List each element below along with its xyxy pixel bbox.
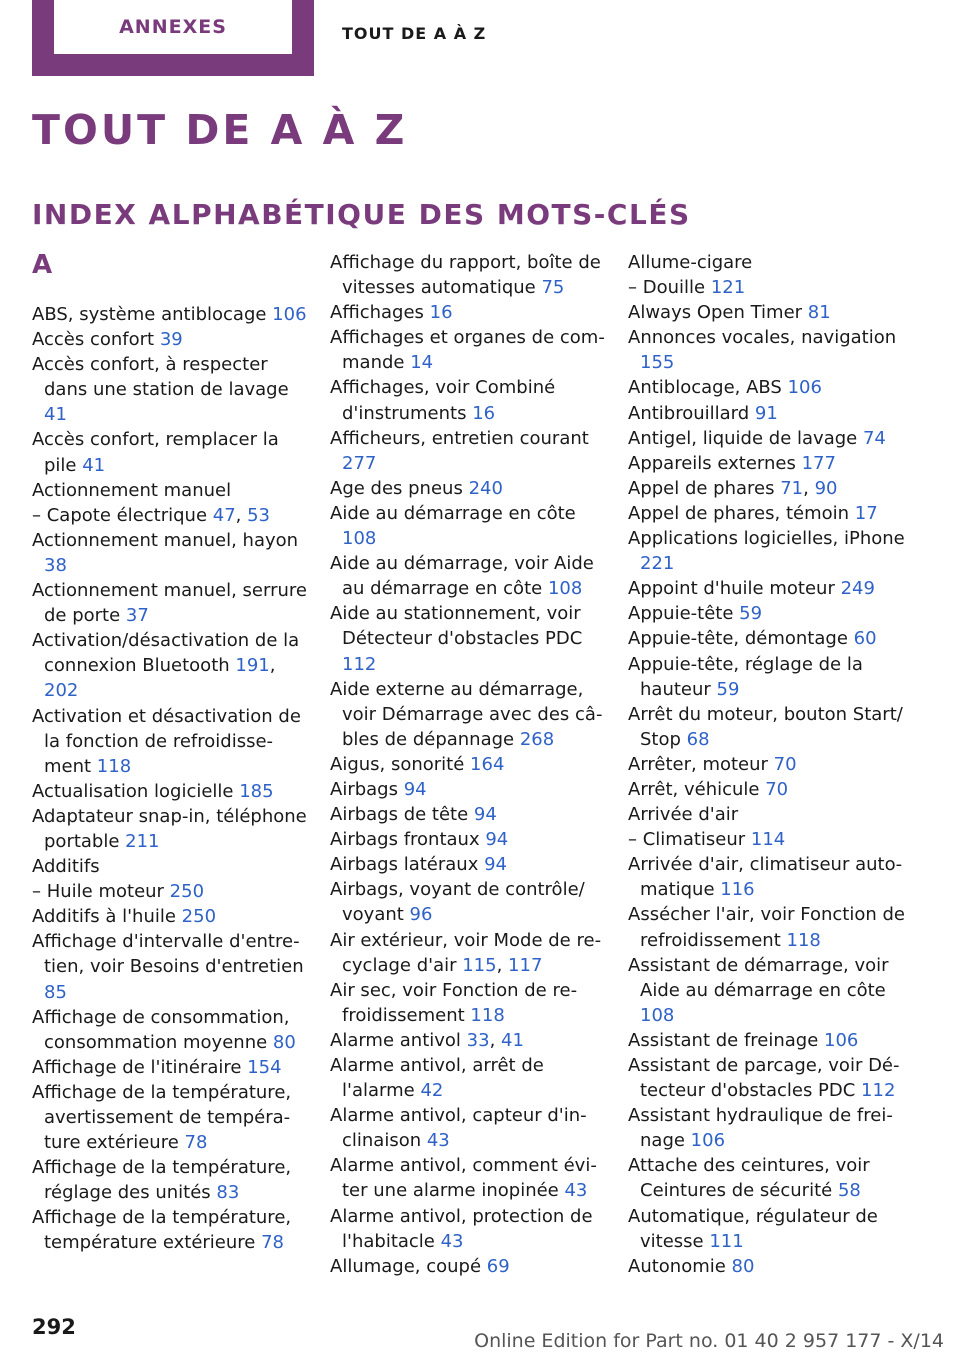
page-link[interactable]: 71 — [780, 477, 804, 499]
page-link[interactable]: 106 — [690, 1130, 726, 1152]
index-entry — [32, 1005, 307, 1055]
index-entry-text: Always Open Timer — [628, 302, 808, 324]
index-entry — [330, 426, 605, 476]
index-entry-text: Airbags, voyant de contrôle/ voyant — [330, 879, 585, 926]
section-tab — [32, 0, 314, 76]
index-entry-text: Age des pneus — [330, 477, 469, 499]
page-link[interactable]: 250 — [169, 881, 205, 903]
page-link[interactable]: 70 — [765, 778, 789, 800]
page-link[interactable]: 83 — [216, 1182, 240, 1204]
index-entry-text: Airbags frontaux — [330, 829, 486, 851]
index-entry-text: – Climatiseur — [628, 829, 751, 851]
index-entry-text: Appel de phares — [628, 477, 781, 499]
page-number: 292 — [32, 1315, 76, 1339]
index-letter: A — [32, 250, 53, 280]
page-link[interactable]: 78 — [184, 1132, 208, 1154]
footer-edition: Online Edition for Part no. 01 40 2 957 177 - X/14 — [474, 1330, 944, 1352]
page-link[interactable]: 70 — [773, 753, 797, 775]
page-link[interactable]: 59 — [716, 678, 740, 700]
index-entry-text: Affichage de la température, température extérieure — [32, 1207, 292, 1254]
index-entry-text: Assistant de freinage — [628, 1029, 825, 1051]
page-link[interactable]: 155 — [640, 352, 675, 374]
index-entry — [330, 1254, 605, 1279]
page-link[interactable]: 43 — [440, 1230, 464, 1252]
page-link[interactable]: 106 — [787, 377, 822, 399]
index-entry-text: Adaptateur snap-in, téléphone portable — [32, 805, 307, 852]
index-entry — [628, 1103, 913, 1153]
section-tab-label: ANNEXES — [54, 0, 292, 54]
index-entry — [330, 877, 605, 927]
page-link[interactable]: 112 — [861, 1080, 896, 1102]
index-entry — [32, 1055, 307, 1080]
index-entry-text: Alarme antivol, protection de l'habitacle — [330, 1205, 593, 1252]
index-entry-text: Aide au démarrage, voir Aide au démarrage en côte — [330, 553, 594, 600]
index-entry-text: Airbags de tête — [330, 804, 474, 826]
index-entry — [32, 478, 307, 503]
index-entry-text: Alarme antivol, arrêt de l'alarme — [330, 1055, 544, 1102]
page-link[interactable]: 60 — [853, 628, 877, 650]
index-entry — [628, 526, 913, 576]
page-link[interactable]: 164 — [470, 753, 505, 775]
page-link[interactable]: 39 — [159, 329, 183, 351]
page-link[interactable]: 43 — [426, 1130, 450, 1152]
page-link[interactable]: 16 — [429, 302, 453, 324]
page-link[interactable]: 74 — [862, 427, 886, 449]
page-link[interactable]: 118 — [786, 929, 821, 951]
index-column-1 — [32, 250, 307, 1256]
index-entry-text: Appuie-tête, démontage — [628, 628, 854, 650]
index-entry — [628, 300, 913, 325]
index-entry — [32, 804, 307, 854]
index-entry-text: Activation/désactivation de la connexion Bluetooth — [32, 630, 300, 677]
index-entry-text: Aigus, sonorité — [330, 753, 471, 775]
index-entry-text: – Huile moteur — [32, 881, 170, 903]
index-entry-text: Affichage de consommation, consommation moyenne — [32, 1006, 290, 1053]
index-entry-text: Annonces vocales, navigation — [628, 327, 897, 349]
page-link[interactable]: 221 — [640, 553, 675, 575]
index-entry: Air extérieur, voir Mode de recyclage d'air 115, 117 — [330, 929, 602, 976]
index-entry — [32, 1155, 307, 1205]
index-entry — [330, 802, 605, 827]
index-entry — [330, 250, 605, 300]
index-entry — [330, 601, 605, 676]
index-entry-text: Additifs à l'huile — [32, 906, 182, 928]
page-link[interactable]: 94 — [473, 804, 497, 826]
index-title: INDEX ALPHABÉTIQUE DES MOTS-CLÉS — [32, 198, 691, 231]
index-entry — [32, 302, 307, 327]
index-entry-text: Actionnement manuel — [32, 479, 232, 501]
index-entry-text: Affichages — [330, 302, 430, 324]
index-entry — [628, 902, 913, 952]
index-entry — [330, 476, 605, 501]
page-link[interactable]: 111 — [709, 1230, 744, 1252]
index-entry: Activation/désactivation de la connexion Bluetooth 191, 202 — [32, 630, 300, 702]
index-entry-text: Actionnement manuel, serrure de porte — [32, 580, 307, 627]
index-entry-text: Appoint d'huile moteur — [628, 578, 841, 600]
index-entry — [32, 1080, 307, 1155]
page-link[interactable]: 118 — [96, 755, 132, 777]
index-entry — [628, 1204, 913, 1254]
index-subentry: – Capote électrique 47, 53 — [32, 504, 271, 526]
index-entry — [330, 375, 605, 425]
index-entry-text: Assécher l'air, voir Fonction de refroidissement — [628, 904, 905, 951]
index-entry — [330, 325, 605, 375]
page-link[interactable]: 41 — [501, 1029, 524, 1051]
index-entry — [628, 702, 913, 752]
index-entry — [628, 451, 913, 476]
index-entry-text: Accès confort, à respecter dans une station de lavage — [32, 354, 289, 401]
index-entry-text: Assistant de parcage, voir Détecteur d'obstacles PDC — [628, 1055, 900, 1102]
index-entry-text: Aide au stationnement, voir Détecteur d'obstacles PDC — [330, 603, 583, 650]
index-entry — [628, 626, 913, 651]
page-link[interactable]: 112 — [342, 653, 377, 675]
index-entry: Appel de phares 71, 90 — [628, 477, 838, 499]
index-entry-text: Applications logicielles, iPhone — [628, 528, 905, 550]
index-entry-text: Arrêt du moteur, bouton Start/ Stop — [628, 703, 903, 750]
index-entry — [330, 677, 605, 752]
page-link[interactable]: 17 — [854, 502, 878, 524]
page-link[interactable]: 115 — [462, 954, 497, 976]
index-entry-text: – Douille — [628, 277, 711, 299]
page-link[interactable]: 177 — [801, 452, 836, 474]
index-entry — [32, 779, 307, 804]
index-entry — [32, 327, 307, 352]
index-entry — [330, 501, 605, 551]
page-link[interactable]: 96 — [409, 904, 433, 926]
index-entry-text: Accès confort — [32, 329, 160, 351]
page-link[interactable]: 78 — [261, 1232, 284, 1254]
page-link[interactable]: 240 — [468, 477, 503, 499]
page-link[interactable]: 41 — [82, 454, 106, 476]
page-link[interactable]: 90 — [814, 477, 838, 499]
index-entry — [32, 528, 307, 578]
page-link[interactable]: 43 — [564, 1180, 588, 1202]
page-link[interactable]: 14 — [410, 352, 434, 374]
index-entry — [330, 752, 605, 777]
page-link[interactable]: 106 — [272, 304, 307, 325]
index-entry — [628, 802, 913, 827]
index-entry — [628, 426, 913, 451]
index-entry-text: Assistant hydraulique de freinage — [628, 1105, 893, 1152]
page-link[interactable]: 94 — [403, 778, 427, 800]
index-entry-text: Antigel, liquide de lavage — [628, 427, 863, 449]
index-entry-text: Allume-cigare — [628, 252, 753, 273]
page-link[interactable]: 91 — [754, 402, 778, 424]
page-link[interactable]: 81 — [807, 302, 831, 324]
page-link[interactable]: 117 — [508, 954, 543, 976]
index-entry-text: Aide externe au démarrage, voir Démarrage avec des câbles de dépannage — [330, 678, 603, 750]
index-entry — [628, 576, 913, 601]
index-entry-text: Afficheurs, entretien courant — [330, 427, 589, 449]
index-entry-text: Antiblocage, ABS — [628, 377, 788, 399]
page-link[interactable]: 59 — [739, 603, 763, 625]
index-entry-text: ABS, système antiblocage — [32, 304, 273, 325]
index-entry — [32, 427, 307, 477]
page-link[interactable]: 94 — [484, 854, 507, 876]
index-entry — [330, 827, 605, 852]
index-entry-text: Additifs — [32, 856, 100, 878]
page-link[interactable]: 118 — [470, 1004, 505, 1026]
page-link[interactable]: 38 — [44, 554, 67, 576]
index-entry — [32, 904, 307, 929]
index-entry-text: Appuie-tête, réglage de la hauteur — [628, 653, 863, 700]
index-entry — [32, 352, 307, 427]
index-entry-text: Assistant de démarrage, voir Aide au démarrage en côte — [628, 954, 889, 1001]
index-entry — [628, 501, 913, 526]
index-entry-text: Appuie-tête — [628, 603, 740, 625]
index-entry — [628, 601, 913, 626]
index-entry-text: Affichage d'intervalle d'entretien, voir Besoins d'entretien — [32, 931, 304, 978]
page-link[interactable]: 114 — [750, 829, 786, 851]
page-link[interactable]: 211 — [125, 830, 160, 852]
index-column-3 — [628, 250, 913, 1279]
index-entry-text: Affichages, voir Combiné d'instruments — [330, 377, 556, 424]
index-entry-text: Alarme antivol, comment éviter une alarme inopinée — [330, 1155, 597, 1202]
index-entry-text: Affichage de la température, avertissement de température extérieure — [32, 1081, 292, 1154]
page-title: TOUT DE A À Z — [32, 106, 408, 154]
index-entry — [628, 752, 913, 777]
page-link[interactable]: 185 — [239, 780, 274, 802]
index-entry-text: Affichage de la température, réglage des unités — [32, 1157, 292, 1204]
page-link[interactable]: 80 — [731, 1255, 755, 1277]
index-entry-text: Allumage, coupé — [330, 1255, 487, 1277]
index-entry — [628, 652, 913, 702]
index-entry-text: Affichage de l'itinéraire — [32, 1056, 248, 1078]
index-entry-text: Appel de phares, témoin — [628, 502, 855, 524]
index-entry-text: Arrêt, véhicule — [628, 778, 766, 800]
index-entry-text: Arrêter, moteur — [628, 753, 774, 775]
page-link[interactable]: 94 — [485, 829, 509, 851]
index-entry-text: Airbags latéraux — [330, 854, 485, 876]
page-link[interactable]: 106 — [824, 1029, 859, 1051]
page-link[interactable]: 108 — [640, 1004, 675, 1026]
index-entry — [330, 300, 605, 325]
index-entry-text: Affichages et organes de commande — [330, 327, 605, 374]
index-entry-text: Actualisation logicielle — [32, 780, 240, 802]
index-entry: Alarme antivol 33, 41 — [330, 1029, 524, 1051]
index-entry — [628, 1254, 913, 1279]
index-entry-text: Accès confort, remplacer la pile — [32, 429, 279, 476]
page-link[interactable]: 191 — [235, 655, 270, 677]
page-link[interactable]: 249 — [840, 578, 875, 600]
index-entry — [32, 578, 307, 628]
index-entry — [628, 777, 913, 802]
index-entry-text: Automatique, régulateur de vitesse — [628, 1205, 878, 1252]
page-link[interactable]: 37 — [125, 605, 149, 627]
index-entry — [330, 978, 605, 1028]
index-entry — [330, 777, 605, 802]
index-entry — [628, 250, 913, 275]
index-entry-text: Antibrouillard — [628, 402, 755, 424]
index-entry — [628, 375, 913, 400]
index-entry — [628, 1153, 913, 1203]
index-entry-text: Arrivée d'air — [628, 804, 739, 826]
page-link[interactable]: 268 — [519, 728, 555, 750]
index-entry — [330, 852, 605, 877]
index-entry — [330, 1103, 605, 1153]
index-entry — [330, 1204, 605, 1254]
index-entry-text: Alarme antivol — [330, 1029, 467, 1051]
index-entry-text: Aide au démarrage en côte — [330, 502, 576, 524]
page-link[interactable]: 69 — [486, 1255, 510, 1277]
page-link[interactable]: 47 — [212, 504, 236, 526]
page-link[interactable]: 58 — [837, 1180, 861, 1202]
index-entry — [32, 854, 307, 879]
page-link[interactable]: 68 — [686, 728, 710, 750]
page-link[interactable]: 33 — [466, 1029, 490, 1051]
index-entry-text: – Capote électrique — [32, 504, 213, 526]
page-link[interactable]: 75 — [541, 277, 565, 299]
chapter-tab-label: TOUT DE A À Z — [342, 24, 487, 43]
page-link[interactable]: 108 — [342, 528, 377, 550]
index-entry — [32, 929, 307, 1004]
page-link[interactable]: 250 — [181, 906, 217, 928]
index-entry-text: Air sec, voir Fonction de refroidissement — [330, 979, 578, 1026]
index-subentry — [628, 275, 913, 300]
index-entry-text: Arrivée d'air, climatiseur automatique — [628, 854, 903, 901]
page-link[interactable]: 121 — [710, 277, 746, 299]
index-entry — [330, 551, 605, 601]
index-entry-text: Appareils externes — [628, 452, 802, 474]
page-link[interactable]: 108 — [547, 578, 583, 600]
page-link[interactable]: 53 — [247, 504, 271, 526]
index-entry — [330, 1153, 605, 1203]
index-entry — [628, 1053, 913, 1103]
index-entry-text: Airbags — [330, 778, 404, 800]
index-entry — [330, 1053, 605, 1103]
page-link[interactable]: 85 — [44, 981, 67, 1003]
index-entry-text: Air extérieur, voir Mode de recyclage d'air — [330, 929, 602, 976]
index-entry-text: Autonomie — [628, 1255, 732, 1277]
index-subentry — [628, 827, 913, 852]
page-link[interactable]: 154 — [247, 1056, 282, 1078]
index-subentry — [32, 879, 307, 904]
index-entry-text: Alarme antivol, capteur d'inclinaison — [330, 1105, 587, 1152]
index-entry — [628, 1028, 913, 1053]
index-entry — [32, 1205, 307, 1255]
page-link[interactable]: 202 — [44, 680, 79, 702]
page-link[interactable]: 80 — [272, 1031, 296, 1053]
index-column-2 — [330, 250, 605, 1279]
index-entry-text: Affichage du rapport, boîte de vitesses automatique — [330, 252, 601, 299]
index-entry-text: Attache des ceintures, voir Ceintures de sécurité — [628, 1155, 870, 1202]
page-link[interactable]: 41 — [44, 404, 67, 426]
page-link[interactable]: 42 — [420, 1080, 444, 1102]
index-entry-text: Actionnement manuel, hayon — [32, 529, 299, 551]
index-entry — [32, 704, 307, 779]
index-entry — [628, 852, 913, 902]
index-entry — [628, 953, 913, 1028]
index-entry — [628, 325, 913, 375]
page-link[interactable]: 277 — [342, 452, 377, 474]
index-entry-text: Activation et désactivation de la fonction de refroidissement — [32, 705, 301, 777]
page-link[interactable]: 16 — [472, 402, 496, 424]
page-link[interactable]: 116 — [720, 879, 755, 901]
index-entry — [628, 401, 913, 426]
